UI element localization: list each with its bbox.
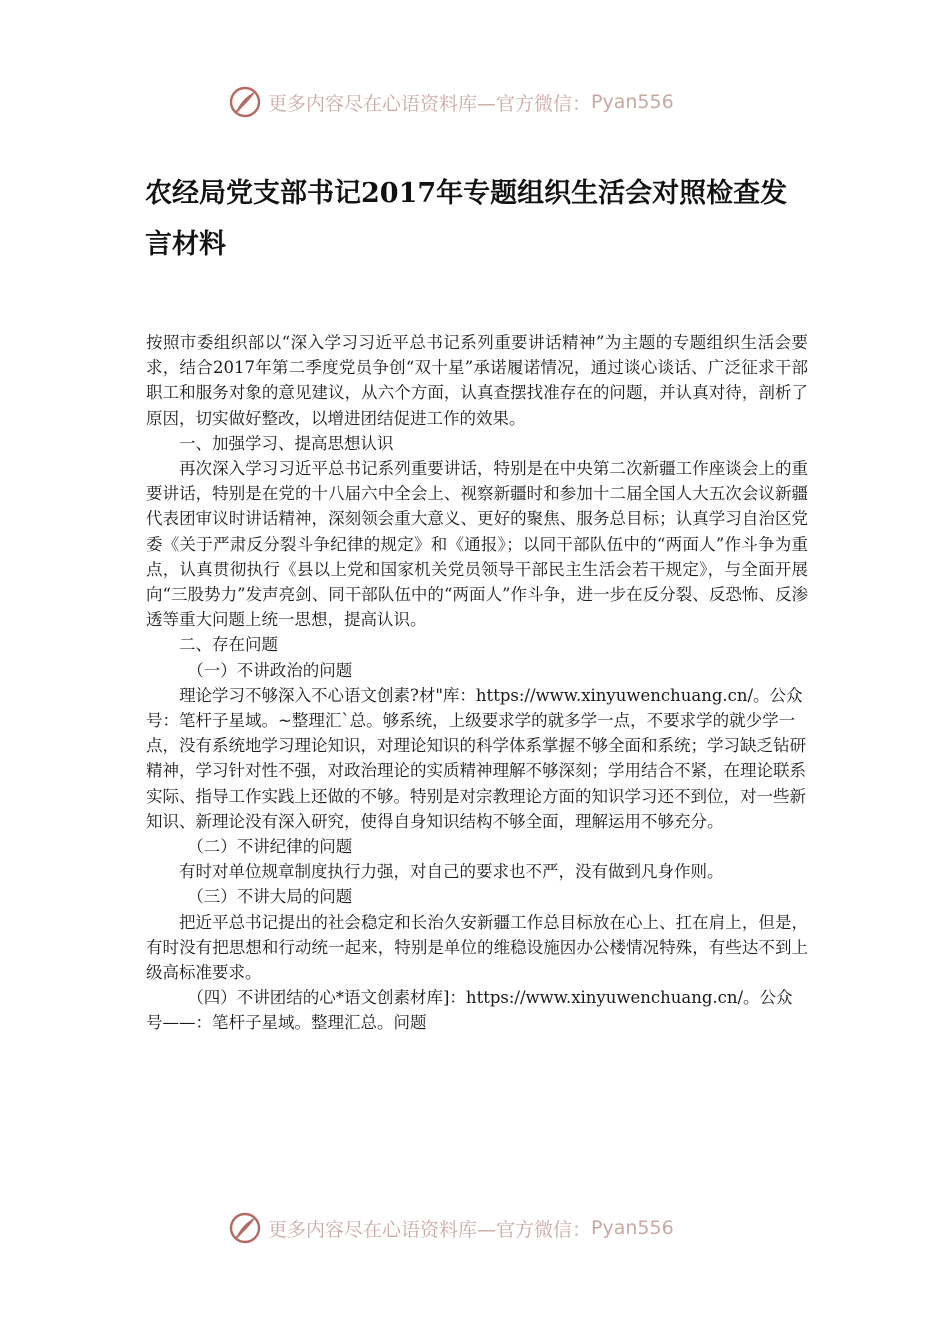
section-heading-1: 一、加强学习、提高思想认识 — [179, 433, 394, 453]
subheading-4: （四）不讲团结的心*语文创素材库]：https://www.xinyuwenchuang.cn/。公众号——：笔杆子星域。整理汇总。问题 — [146, 988, 793, 1033]
subheading-3: （三）不讲大局的问题 — [187, 887, 353, 907]
section-heading-2: 二、存在问题 — [179, 635, 278, 655]
subsection-3-paragraph: 把近平总书记提出的社会稳定和长治久安新疆工作总目标放在心上、扛在肩上，但是，有时没有把思想和行动统一起来，特别是单位的维稳设施因办公楼情况特殊，有些达不到上级高标准要求。 — [146, 912, 808, 983]
banner-wechat-id: Pyan556 — [591, 1217, 674, 1239]
feather-pen-logo-icon — [228, 1211, 262, 1245]
subheading-1: （一）不讲政治的问题 — [187, 660, 353, 680]
header-watermark-banner — [228, 84, 674, 120]
subsection-1-paragraph: 理论学习不够深入不心语文创素?材"库：https://www.xinyuwenchuang.cn/。公众号：笔杆子星域。~整理汇`总。够系统，上级要求学的就多学一点，不要求学的就少学一点，没有系统地学习理论知识，对理论知识的科学体系掌握不够全面和系统；学习缺乏钻研精神，学习针对性不强，对政治理论的实质精神理解不够深刻；学用结合不紧，在理论联系实际、指导工作实践上还做的不够。特别是对宗教理论方面的知识学习还不到位，对一些新知识、新理论没有深入研究，使得自身知识结构不够全面，理解运用不够充分。 — [146, 685, 806, 831]
banner-text: 更多内容尽在心语资料库—官方微信： — [268, 92, 592, 115]
footer-watermark-banner — [228, 1210, 674, 1246]
section-1-paragraph: 再次深入学习习近平总书记系列重要讲话，特别是在中央第二次新疆工作座谈会上的重要讲话，特别是在党的十八届六中全会上、视察新疆时和参加十二届全国人大五次会议新疆代表团审议时讲话精神，深刻领会重大意义、更好的聚焦、服务总目标；认真学习自治区党委《关于严肃反分裂斗争纪律的规定》和《通报》；以同干部队伍中的“两面人”作斗争为重点，认真贯彻执行《县以上党和国家机关党员领导干部民主生活会若干规定》，与全面开展向“三股势力”发声亮剑、同干部队伍中的“两面人”作斗争，进一步在反分裂、反恐怖、反渗透等重大问题上统一思想，提高认识。 — [146, 459, 808, 630]
document-body — [146, 330, 808, 1036]
intro-paragraph: 按照市委组织部以“深入学习习近平总书记系列重要讲话精神”为主题的专题组织生活会要求，结合2017年第二季度党员争创“双十星”承诺履诺情况，通过谈心谈话、广泛征求干部职工和服务对象的意见建议，从六个方面，认真查摆找准存在的问题，并认真对待，剖析了原因，切实做好整改，以增进团结促进工作的效果。 — [146, 333, 808, 428]
subsection-2-paragraph: 有时对单位规章制度执行力强，对自己的要求也不严，没有做到凡身作则。 — [179, 862, 724, 882]
document-title: 农经局党支部书记2017年专题组织生活会对照检查发言材料 — [145, 178, 788, 260]
banner-text: 更多内容尽在心语资料库—官方微信： — [268, 1218, 592, 1241]
feather-pen-logo-icon — [228, 85, 262, 119]
banner-wechat-id: Pyan556 — [591, 91, 674, 113]
subheading-2: （二）不讲纪律的问题 — [187, 837, 353, 857]
